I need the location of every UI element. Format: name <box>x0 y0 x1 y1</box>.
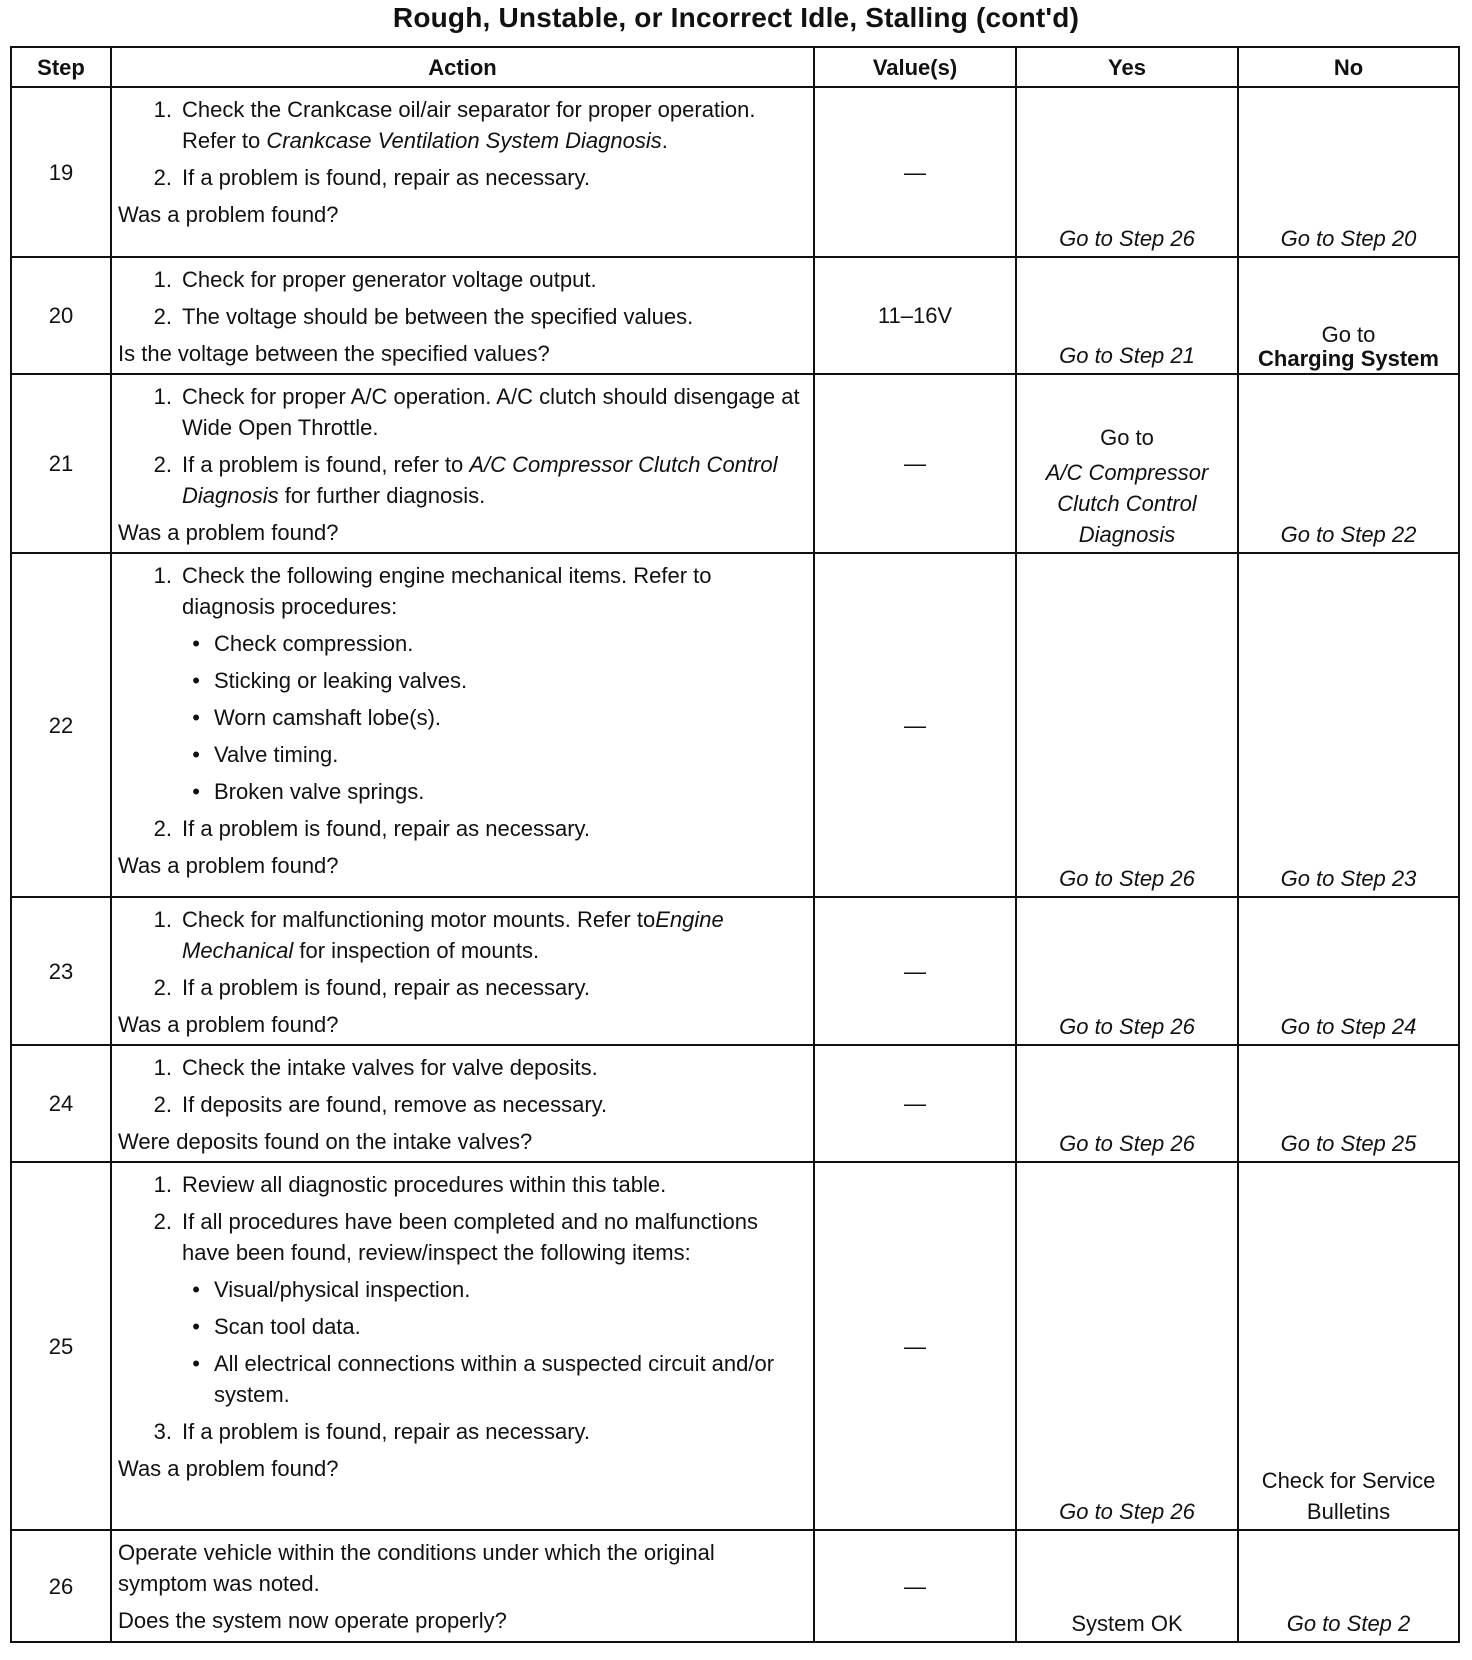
question-text: Was a problem found? <box>118 853 339 878</box>
action-text: Review all diagnostic procedures within this table. <box>182 1172 667 1197</box>
bullet-marker: • <box>192 668 200 693</box>
bullet-text: Broken valve springs. <box>214 779 425 804</box>
action-cell <box>111 374 814 553</box>
list-item <box>118 560 809 622</box>
list-item <box>118 813 809 844</box>
action-text: for further diagnosis. <box>278 483 486 508</box>
step-number: 20 <box>11 257 111 374</box>
header-step: Step <box>11 47 111 87</box>
value-cell: — <box>814 897 1016 1045</box>
go-to-text: Go to <box>1100 425 1154 450</box>
bullet-marker: • <box>192 1277 200 1302</box>
action-cell <box>111 553 814 897</box>
question-text: Was a problem found? <box>118 202 339 227</box>
bullet-marker: • <box>192 742 200 767</box>
yes-link[interactable]: Go to Step 26 <box>1016 553 1238 897</box>
bullet-marker: • <box>192 1351 200 1376</box>
action-text: Check for proper generator voltage output. <box>182 267 597 292</box>
list-item <box>118 381 809 443</box>
bullet-marker: • <box>192 631 200 656</box>
step-row-22 <box>11 553 1459 897</box>
bullet-item <box>118 1274 809 1305</box>
bullet-text: Sticking or leaking valves. <box>214 668 468 693</box>
no-link[interactable]: Go to Step 22 <box>1238 374 1459 553</box>
list-item <box>118 1416 809 1447</box>
list-item <box>118 301 809 332</box>
bullet-item <box>118 1348 809 1410</box>
bullet-text: Valve timing. <box>214 742 339 767</box>
action-cell <box>111 87 814 257</box>
action-cell <box>111 1530 814 1642</box>
go-to-text: Go to <box>1321 322 1376 347</box>
no-link[interactable] <box>1238 257 1459 374</box>
question-text: Were deposits found on the intake valves? <box>118 1129 533 1154</box>
step-row-25 <box>11 1162 1459 1530</box>
header-value: Value(s) <box>814 47 1016 87</box>
action-text: . <box>661 128 668 153</box>
step-row-26 <box>11 1530 1459 1642</box>
list-item <box>118 449 809 511</box>
action-text: If all procedures have been completed and no malfunctions have been found, review/inspect the following items: <box>182 1209 759 1265</box>
list-number: 2. <box>153 1209 172 1234</box>
bullet-marker: • <box>192 779 200 804</box>
list-number: 1. <box>153 1055 172 1080</box>
header-no: No <box>1238 47 1459 87</box>
list-number: 1. <box>153 267 172 292</box>
yes-link[interactable]: System OK <box>1016 1530 1238 1642</box>
value-cell: — <box>814 1530 1016 1642</box>
list-number: 1. <box>153 97 172 122</box>
value-cell: 11–16V <box>814 257 1016 374</box>
action-text: The voltage should be between the specified values. <box>182 304 694 329</box>
bullet-item <box>118 739 809 770</box>
bullet-text: All electrical connections within a suspected circuit and/or system. <box>214 1351 775 1407</box>
action-text: If a problem is found, repair as necessary. <box>182 816 591 841</box>
step-number: 21 <box>11 374 111 553</box>
list-item <box>118 904 809 966</box>
list-item <box>118 1206 809 1268</box>
bullet-text: Worn camshaft lobe(s). <box>214 705 442 730</box>
action-text: If a problem is found, repair as necessary. <box>182 1419 591 1444</box>
step-row-24 <box>11 1045 1459 1162</box>
bullet-text: Check compression. <box>214 631 414 656</box>
step-number: 23 <box>11 897 111 1045</box>
bullet-marker: • <box>192 1314 200 1339</box>
no-link[interactable]: Check for Service Bulletins <box>1238 1162 1459 1530</box>
reference-link[interactable]: A/C Compressor Clutch Control Diagnosis <box>182 452 778 508</box>
step-number: 26 <box>11 1530 111 1642</box>
header-yes: Yes <box>1016 47 1238 87</box>
list-number: 1. <box>153 384 172 409</box>
reference-link[interactable]: Engine Mechanical <box>182 907 724 963</box>
question-text: Is the voltage between the specified values? <box>118 341 550 366</box>
step-number: 25 <box>11 1162 111 1530</box>
no-link[interactable]: Go to Step 20 <box>1238 87 1459 257</box>
list-number: 2. <box>153 816 172 841</box>
action-cell <box>111 257 814 374</box>
action-text: for inspection of mounts. <box>293 938 540 963</box>
action-text: Check for proper A/C operation. A/C clutch should disengage at Wide Open Throttle. <box>182 384 800 440</box>
value-cell: — <box>814 1162 1016 1530</box>
diagnostic-table <box>10 46 1460 1643</box>
header-action: Action <box>111 47 814 87</box>
no-link[interactable]: Go to Step 2 <box>1238 1530 1459 1642</box>
bullet-text: Scan tool data. <box>214 1314 361 1339</box>
bullet-item <box>118 665 809 696</box>
yes-link[interactable]: Go to Step 21 <box>1016 257 1238 374</box>
yes-link[interactable] <box>1016 374 1238 553</box>
list-item <box>118 264 809 295</box>
question-text: Does the system now operate properly? <box>118 1608 507 1633</box>
yes-link[interactable]: Go to Step 26 <box>1016 1045 1238 1162</box>
step-number: 24 <box>11 1045 111 1162</box>
step-row-20 <box>11 257 1459 374</box>
reference-link[interactable]: Crankcase Ventilation System Diagnosis <box>266 128 662 153</box>
reference-link[interactable]: Charging System <box>1258 346 1439 371</box>
action-text: If deposits are found, remove as necessary. <box>182 1092 608 1117</box>
action-text: Operate vehicle within the conditions under which the original symptom was noted. <box>118 1540 715 1596</box>
bullet-item <box>118 628 809 659</box>
list-item <box>118 1052 809 1083</box>
step-number: 22 <box>11 553 111 897</box>
question-text: Was a problem found? <box>118 1012 339 1037</box>
action-cell <box>111 1045 814 1162</box>
action-text: If a problem is found, repair as necessary. <box>182 975 591 1000</box>
question-text: Was a problem found? <box>118 1456 339 1481</box>
list-item <box>118 1169 809 1200</box>
list-number: 2. <box>153 452 172 477</box>
list-item <box>118 1089 809 1120</box>
yes-link[interactable]: Go to Step 26 <box>1016 87 1238 257</box>
action-cell <box>111 1162 814 1530</box>
list-number: 1. <box>153 1172 172 1197</box>
action-text: Check the Crankcase oil/air separator for proper operation. Refer to <box>182 97 756 153</box>
no-link[interactable]: Go to Step 25 <box>1238 1045 1459 1162</box>
page-title: Rough, Unstable, or Incorrect Idle, Stalling (cont'd) <box>392 2 1080 33</box>
list-item <box>118 972 809 1003</box>
list-number: 2. <box>153 975 172 1000</box>
value-cell: — <box>814 1045 1016 1162</box>
action-text: Check the following engine mechanical items. Refer to diagnosis procedures: <box>182 563 712 619</box>
yes-link[interactable]: Go to Step 26 <box>1016 1162 1238 1530</box>
question-text: Was a problem found? <box>118 520 339 545</box>
list-number: 1. <box>153 907 172 932</box>
value-cell: — <box>814 374 1016 553</box>
bullet-text: Visual/physical inspection. <box>214 1277 471 1302</box>
action-text: Check for malfunctioning motor mounts. Refer to <box>182 907 656 932</box>
list-number: 1. <box>153 563 172 588</box>
list-item <box>118 162 809 193</box>
action-text: If a problem is found, repair as necessary. <box>182 165 591 190</box>
list-number: 2. <box>153 1092 172 1117</box>
step-number: 19 <box>11 87 111 257</box>
value-cell: — <box>814 553 1016 897</box>
action-text: If a problem is found, refer to <box>182 452 470 477</box>
no-link[interactable]: Go to Step 24 <box>1238 897 1459 1045</box>
bullet-item <box>118 1311 809 1342</box>
step-row-19 <box>11 87 1459 257</box>
bullet-item <box>118 776 809 807</box>
action-cell <box>111 897 814 1045</box>
no-link[interactable]: Go to Step 23 <box>1238 553 1459 897</box>
reference-link[interactable]: A/C Compressor Clutch Control Diagnosis <box>1045 460 1209 547</box>
list-item <box>118 94 809 156</box>
header-row <box>11 47 1459 87</box>
yes-link[interactable]: Go to Step 26 <box>1016 897 1238 1045</box>
bullet-marker: • <box>192 705 200 730</box>
step-row-21 <box>11 374 1459 553</box>
list-number: 2. <box>153 165 172 190</box>
action-text: Check the intake valves for valve deposits. <box>182 1055 598 1080</box>
step-row-23 <box>11 897 1459 1045</box>
list-number: 2. <box>153 304 172 329</box>
value-cell: — <box>814 87 1016 257</box>
list-number: 3. <box>153 1419 172 1444</box>
bullet-item <box>118 702 809 733</box>
